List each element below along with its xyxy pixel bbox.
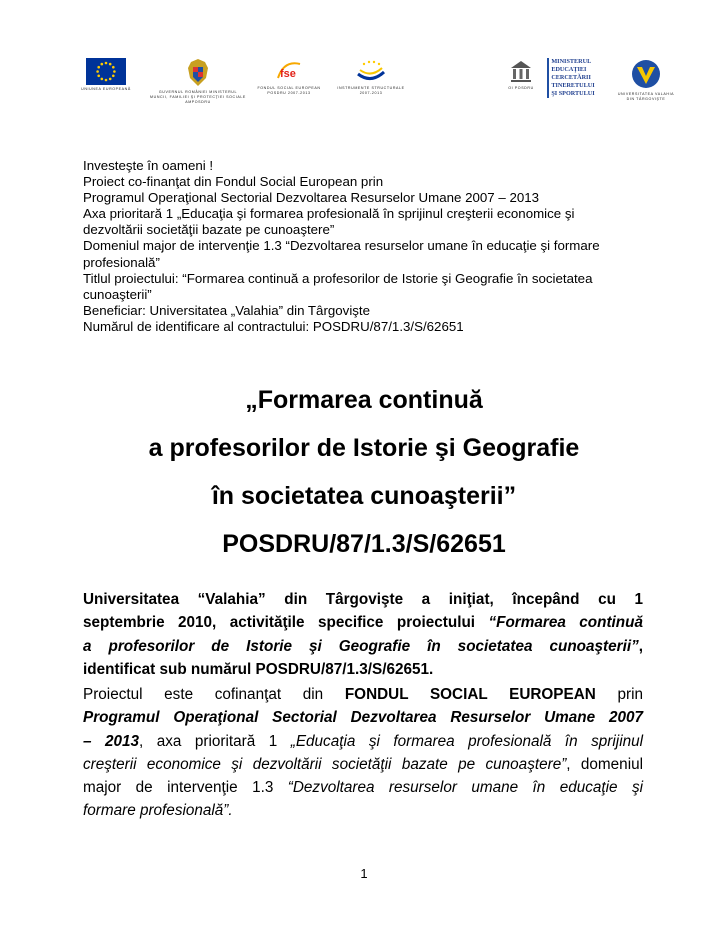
ministry-text: TINERETULUI (551, 82, 595, 89)
stars-swoosh-icon (354, 58, 388, 84)
header-line: Proiect co-finanţat din Fondul Social European prin (83, 174, 384, 190)
header-line: Axa prioritară 1 „Educaţia şi formarea profesională în sprijinul creşterii economice şi (83, 206, 575, 222)
project-header (83, 158, 663, 335)
fse-logo (254, 58, 324, 96)
para-line: Universitatea “Valahia” din Târgovişte a iniţiat, începând cu 1 (83, 591, 643, 608)
header-line: Beneficiar: Universitatea „Valahia” din Târgovişte (83, 302, 371, 318)
para-line: formare profesională”. (83, 802, 233, 820)
logo-caption: OI POSDRU (508, 86, 534, 90)
title-line: a profesorilor de Istorie şi Geografie (148, 434, 580, 462)
ministry-text: MINISTERUL (551, 58, 592, 65)
svg-text:fse: fse (280, 68, 296, 80)
oi-posdru-logo (496, 58, 546, 91)
logo-caption: FONDUL SOCIAL EUROPEAN POSDRU 2007-2013 (257, 86, 321, 95)
logo-caption: UNIUNEA EUROPEANĂ (81, 87, 131, 91)
paragraph-intro (83, 588, 643, 681)
instrumente-structurale-logo (336, 58, 406, 96)
logo-caption: UNIVERSITATEA VALAHIA DIN TÂRGOVIŞTE (617, 92, 675, 101)
page-number: 1 (360, 866, 368, 881)
paragraph-funding (83, 683, 643, 823)
logo-caption: INSTRUMENTE STRUCTURALE 2007-2013 (337, 86, 405, 95)
para-line: creşterii economice şi dezvoltării societăţii bazate pe cunoaştere”, domeniul (83, 755, 643, 773)
romania-coat-of-arms-logo (148, 58, 248, 105)
logo-caption: GUVERNUL ROMÂNIEI MINISTERUL MUNCII, FAMILIEI ŞI PROTECŢIEI SOCIALE AMPOSDRU (150, 90, 246, 104)
header-line: Numărul de identificare al contractului: POSDRU/87/1.3/S/62651 (83, 318, 464, 334)
para-line: septembrie 2010, activităţile specifice proiectului “Formarea continuă (83, 614, 643, 632)
header-line: profesională” (83, 254, 160, 270)
para-line: identificat sub numărul POSDRU/87/1.3/S/62651. (83, 660, 434, 678)
title-line: POSDRU/87/1.3/S/62651 (222, 530, 506, 558)
ministry-text: CERCETĂRII (551, 74, 591, 81)
ministerul-educatiei-logo (546, 58, 596, 98)
para-line: Programul Operaţional Sectorial Dezvoltarea Resurselor Umane 2007 (83, 709, 643, 727)
building-icon (509, 58, 533, 84)
title-line: „Formarea continuă (245, 386, 483, 414)
header-line: Programul Operaţional Sectorial Dezvoltarea Resurselor Umane 2007 – 2013 (83, 190, 540, 206)
ministry-text: ŞI SPORTULUI (551, 90, 595, 97)
para-line: – 2013, axa prioritară 1 „Educaţia şi formarea profesională în sprijinul (83, 732, 644, 750)
title-line: în societatea cunoaşterii” (211, 482, 517, 510)
eu-flag-logo (76, 58, 136, 92)
coat-of-arms-icon (185, 58, 211, 88)
header-line: cunoaşterii” (83, 286, 152, 302)
para-line: Proiectul este cofinanţat din FONDUL SOCIAL EUROPEAN prin (83, 686, 643, 703)
universitatea-valahia-logo (616, 58, 676, 102)
ministry-text: EDUCAŢIEI (551, 66, 587, 73)
header-line: Investeşte în oameni ! (83, 158, 214, 173)
header-line: dezvoltării societăţii bazate pe cunoaştere” (83, 222, 335, 238)
para-line: major de intervenţie 1.3 “Dezvoltarea resurselor umane în educaţie şi (83, 779, 643, 797)
fse-icon (274, 58, 304, 84)
para-line: a profesorilor de Istorie şi Geografie în societatea cunoaşterii”, (83, 637, 643, 655)
header-line: Titlul proiectului: “Formarea continuă a profesorilor de Istorie şi Geografie în societatea (83, 270, 593, 286)
logo-strip (76, 58, 675, 138)
valahia-shield-icon (629, 58, 663, 90)
eu-flag-icon (86, 58, 126, 85)
header-line: Domeniul major de intervenţie 1.3 “Dezvoltarea resurselor umane în educaţie şi formare (83, 238, 600, 254)
